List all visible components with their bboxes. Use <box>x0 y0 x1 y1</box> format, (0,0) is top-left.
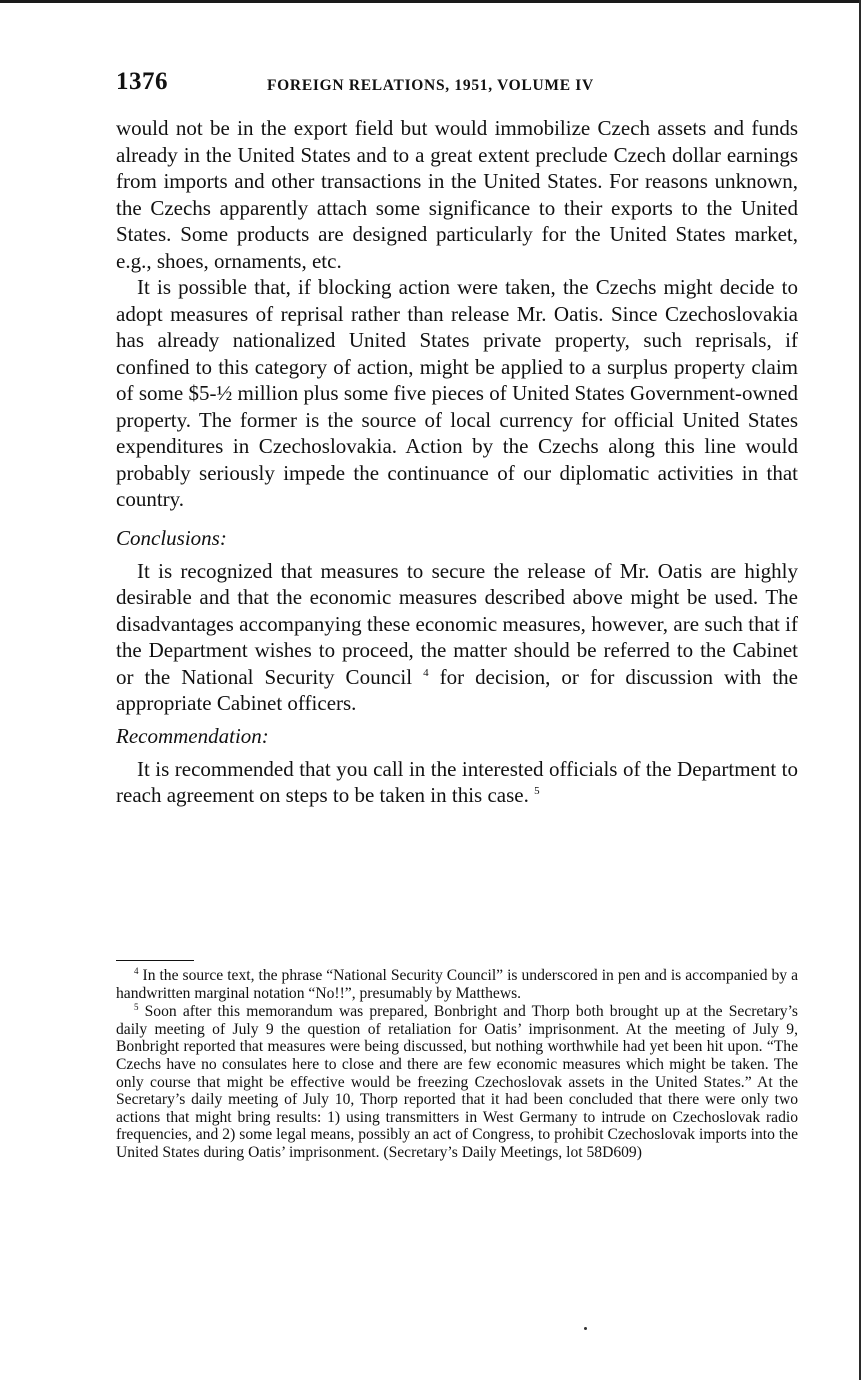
scan-edge-top <box>0 0 861 3</box>
footnote-marker: 5 <box>134 1002 139 1013</box>
footnote-text: In the source text, the phrase “National Security Council” is underscored in pen and is accompanied by a handwritten marginal notation “No!!”, presumably by Matthews. <box>116 967 798 1002</box>
conclusions-text: It is recognized that measures to secure the release of Mr. Oatis are highly desirable and that the economic measures described above might be used. The disadvantages accompanying these economic measures, however, are such that if the Department wishes to proceed, the matter should be referred to the Cabinet or the National Security Council <box>116 558 798 689</box>
footnote-5 <box>116 1003 798 1161</box>
footnote-text: Soon after this memorandum was prepared, Bonbright and Thorp both brought up at the Secretary’s daily meeting of July 9 the question of retaliation for Oatis’ imprisonment. At the meeting of July 9, Bonbright reported that measures were being discussed, but nothing worthwhile had yet been hit upon. “The Czechs have no consulates here to close and there are few economic measures which might be taken. The only course that might be effective would be freezing Czechoslovak assets in the United States.” At the Secretary’s daily meeting of July 10, Thorp reported that it had been concluded that there were only two actions that might bring results: 1) using transmitters in West Germany to intrude on Czechoslovak radio frequencies, and 2) some legal means, possibly an act of Congress, to prohibit Czechoslovak imports into the United States during Oatis’ imprisonment. (Secretary’s Daily Meetings, lot 58D609) <box>116 1003 798 1161</box>
scan-speck <box>584 1327 587 1330</box>
conclusions-heading: Conclusions: <box>116 525 227 550</box>
footnote-marker: 4 <box>134 966 139 976</box>
paragraph-conclusions <box>116 558 798 717</box>
paragraph-reprisal: It is possible that, if blocking action were taken, the Czechs might decide to adopt measures of reprisal rather than release Mr. Oatis. Since Czechoslovakia has already nationalized United States private property, such reprisals, if confined to this category of action, might be applied to a surplus property claim of some $5-½ million plus some five pieces of United States Government-owned property. The former is the source of local currency for official United States expenditures in Czechoslovakia. Action by the Czechs along this line would probably seriously impede the continuance of our diplomatic activities in that country. <box>116 275 798 511</box>
recommendation-heading: Recommendation: <box>116 723 269 748</box>
footnotes <box>116 967 798 1163</box>
conclusions-text-end: for decision, or for discussion with the appropriate Cabinet officers. <box>116 664 798 715</box>
paragraph-recommendation <box>116 756 798 809</box>
footnote-rule <box>116 960 194 961</box>
paragraph-continuation: would not be in the export field but would immobilize Czech assets and funds already in the United States and to a great extent preclude Czech dollar earnings from imports and other transactions in the United States. For reasons unknown, the Czechs apparently attach some significance to their exports to the United States. Some products are designed particularly for the United States market, e.g., shoes, ornaments, etc. <box>116 116 798 273</box>
page-number: 1376 <box>116 68 168 95</box>
page-header <box>116 68 798 102</box>
footnote-4 <box>116 967 798 1002</box>
footnote-ref-4: 4 <box>423 666 429 679</box>
body-text <box>116 115 798 809</box>
recommendation-text: It is recommended that you call in the interested officials of the Department to reach agreement on steps to be taken in this case. <box>116 756 798 807</box>
footnote-ref-5: 5 <box>534 785 540 797</box>
running-head: FOREIGN RELATIONS, 1951, VOLUME IV <box>267 77 594 94</box>
